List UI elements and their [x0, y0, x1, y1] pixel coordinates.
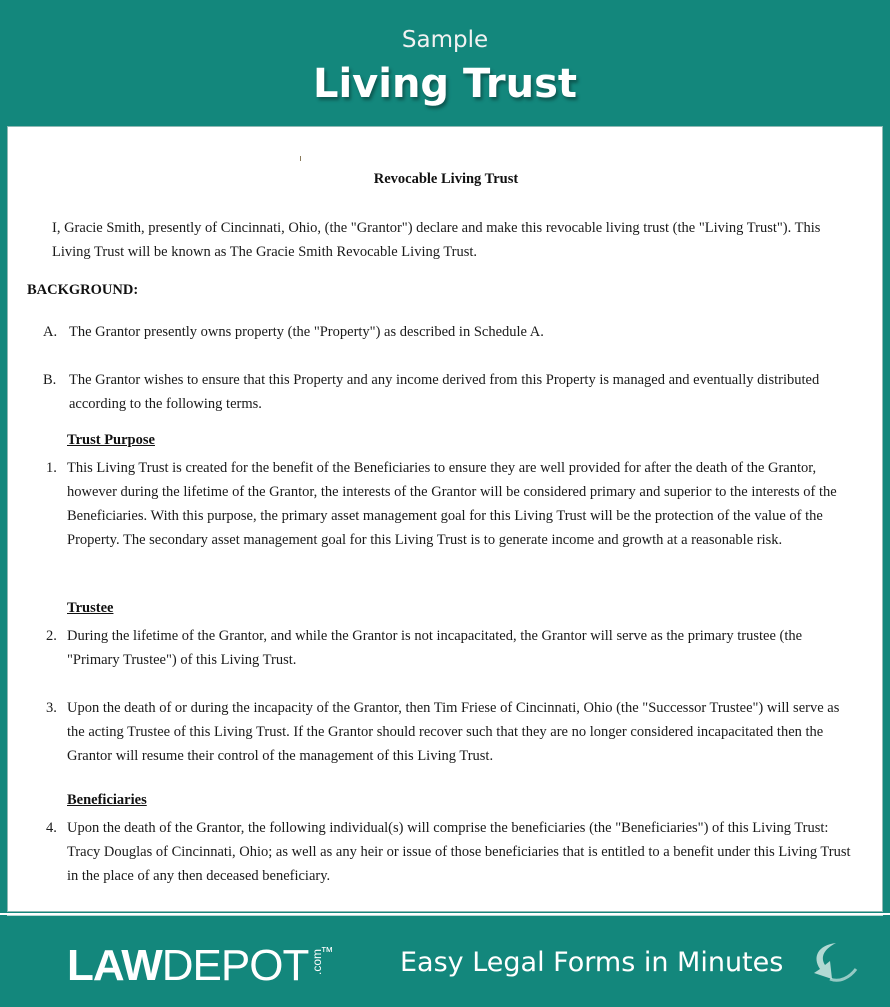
document-title: Revocable Living Trust	[373, 171, 519, 187]
intro-paragraph: I, Gracie Smith, presently of Cincinnati, Ohio, (the "Grantor") declare and make this revocable living trust (the "Living Trust"). This Living Trust will be known as The Gracie Smith Revocable Living Trust.	[52, 220, 821, 260]
item-text: This Living Trust is created for the benefit of the Beneficiaries to ensure they are well provided for after the death of the Grantor, however during the lifetime of the Grantor, the interests of the Grantor will be considered primary and superior to the interests of the Beneficiaries. With this purpose, the primary asset management goal for this Living Trust will be the protection of the value of the Property. The secondary asset management goal for this Living Trust is to generate income and growth at a reasonable risk.	[67, 460, 837, 548]
footer-banner	[0, 913, 890, 1007]
item-marker: B.	[43, 372, 57, 388]
item-marker: 4.	[46, 820, 57, 836]
section-heading-beneficiaries: Beneficiaries	[67, 792, 147, 808]
logo-trademark: ™	[320, 944, 333, 959]
header-banner	[0, 0, 890, 126]
item-text: The Grantor presently owns property (the "Property") as described in Schedule A.	[69, 324, 544, 340]
item-text: During the lifetime of the Grantor, and while the Grantor is not incapacitated, the Grantor will serve as the primary trustee (the "Primary Trustee") of this Living Trust.	[67, 628, 803, 668]
header-title: Living Trust	[312, 61, 578, 107]
footer-tagline: Easy Legal Forms in Minutes	[400, 947, 784, 978]
item-marker: 2.	[46, 628, 57, 644]
logo-com: .com	[310, 948, 325, 976]
item-text: Upon the death of or during the incapacity of the Grantor, then Tim Friese of Cincinnati, Ohio (the "Successor Trustee") will serve as the acting Trustee of this Living Trust. If the Grantor should recover such that they are no longer considered incapacitated then the Grantor will resume their control of the management of this Living Trust.	[67, 700, 840, 764]
background-heading: BACKGROUND:	[27, 282, 139, 298]
item-marker: A.	[43, 324, 58, 340]
logo-depot: DEPOT	[161, 941, 309, 990]
lawdepot-logo[interactable]	[67, 941, 346, 991]
document-page	[7, 126, 883, 912]
section-heading-trust-purpose: Trust Purpose	[67, 432, 155, 448]
item-text: Upon the death of the Grantor, the following individual(s) will comprise the beneficiaries (the "Beneficiaries") of this Living Trust: Tracy Douglas of Cincinnati, Ohio; as well as any heir or issue of those beneficiaries that is entitled to a benefit under this Living Trust in the place of any then deceased beneficiary.	[67, 820, 851, 884]
header-subtitle: Sample	[401, 27, 489, 53]
item-marker: 3.	[46, 700, 57, 716]
logo-law: LAW	[67, 941, 162, 990]
footer-divider	[7, 915, 883, 916]
item-marker: 1.	[46, 460, 57, 476]
page-mark	[300, 156, 301, 161]
section-heading-trustee: Trustee	[67, 600, 114, 616]
item-text: The Grantor wishes to ensure that this Property and any income derived from this Property is managed and eventually distributed according to the following terms.	[69, 372, 820, 412]
curved-arrow-icon	[806, 939, 858, 985]
